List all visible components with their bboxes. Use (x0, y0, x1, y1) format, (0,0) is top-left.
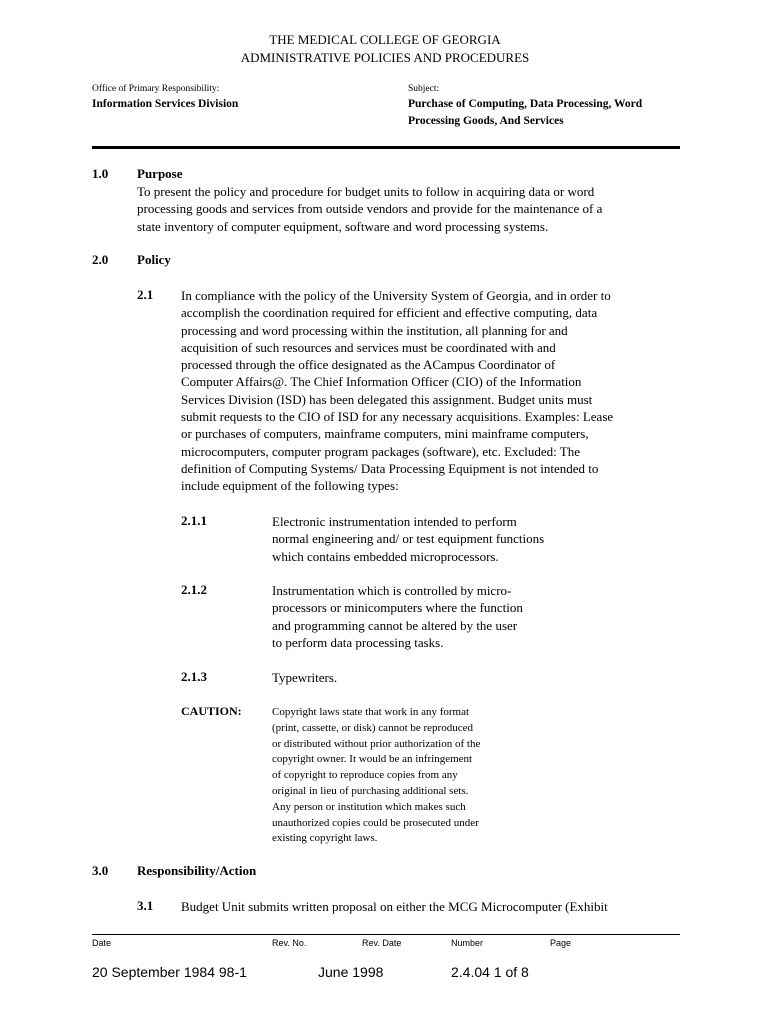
text-line: processed through the office designated as the ACampus Coordinator of (181, 357, 556, 373)
section-2-1-1-body (272, 513, 672, 565)
text-line: or purchases of computers, mainframe computers, mini mainframe computers, (181, 426, 589, 442)
document-series-title: ADMINISTRATIVE POLICIES AND PROCEDURES (240, 50, 530, 65)
section-1-number: 1.0 (92, 166, 109, 181)
section-3-1-number: 3.1 (137, 898, 154, 913)
text-line: (print, cassette, or disk) cannot be reproduced (272, 721, 473, 734)
footer-rev-no-label: Rev. No. (272, 938, 307, 948)
section-2-heading: Policy (137, 252, 171, 267)
text-line: state inventory of computer equipment, software and word processing systems. (137, 218, 549, 234)
text-line: processors or minicomputers where the function (272, 600, 523, 616)
caution-label: CAUTION: (181, 704, 242, 718)
text-line: or distributed without prior authorization of the (272, 737, 481, 750)
subject-value-line2: Processing Goods, And Services (408, 115, 564, 127)
text-line: In compliance with the policy of the University System of Georgia, and in order to (181, 288, 611, 303)
section-3-heading: Responsibility/Action (137, 863, 257, 878)
section-2-1-1-number: 2.1.1 (181, 513, 207, 528)
text-line: Services Division (ISD) has been delegated this assignment. Budget units must (181, 391, 593, 407)
subject-label: Subject: (408, 84, 440, 94)
footer-page-label: Page (550, 938, 572, 948)
office-label: Office of Primary Responsibility: (92, 84, 220, 94)
text-line: acquisition of such resources and services must be coordinated with and (181, 339, 556, 355)
footer-divider (92, 934, 680, 935)
section-2-number: 2.0 (92, 252, 109, 267)
text-line: Computer Affairs@. The Chief Information Officer (CIO) of the Information (181, 374, 582, 390)
text-line: To present the policy and procedure for budget units to follow in acquiring data or word (137, 184, 595, 199)
footer-date-value: 20 September 1984 98-1 (92, 964, 247, 980)
text-line: which contains embedded microprocessors. (272, 548, 499, 564)
footer-number-label: Number (451, 938, 484, 948)
section-2-1-3-number: 2.1.3 (181, 669, 207, 684)
section-3-number: 3.0 (92, 863, 109, 878)
text-line: include equipment of the following types: (181, 478, 399, 494)
section-3-1-body (181, 898, 701, 915)
text-line: microcomputers, computer program packages (software), etc. Excluded: The (181, 443, 580, 459)
text-line: definition of Computing Systems/ Data Processing Equipment is not intended to (181, 460, 599, 476)
text-line: processing and word processing within the institution, all planning for and (181, 322, 568, 338)
text-line: Electronic instrumentation intended to perform (272, 514, 517, 529)
text-line: Instrumentation which is controlled by micro- (272, 583, 512, 598)
footer-rev-date-value: June 1998 (318, 964, 384, 980)
text-line: Budget Unit submits written proposal on either the MCG Microcomputer (Exhibit (181, 899, 608, 914)
section-2-1-3-body (272, 669, 672, 686)
footer-number-page-value: 2.4.04 1 of 8 (451, 964, 529, 980)
text-line: processing goods and services from outside vendors and provide for the maintenance of a (137, 201, 603, 217)
section-1-heading: Purpose (137, 166, 183, 181)
text-line: and programming cannot be altered by the user (272, 617, 518, 633)
text-line: copyright owner. It would be an infringement (272, 753, 473, 766)
text-line: to perform data processing tasks. (272, 634, 444, 650)
caution-body (272, 705, 672, 847)
section-2-1-body (181, 287, 701, 495)
header-divider (92, 146, 680, 149)
text-line: submit requests to the CIO of ISD for any necessary acquisitions. Examples: Lease (181, 409, 614, 425)
section-2-1-2-number: 2.1.2 (181, 582, 207, 597)
section-2-1-number: 2.1 (137, 287, 154, 302)
text-line: of copyright to reproduce copies from any (272, 769, 458, 782)
footer-rev-date-label: Rev. Date (362, 938, 402, 948)
college-title: THE MEDICAL COLLEGE OF GEORGIA (269, 32, 501, 47)
text-line: normal engineering and/ or test equipment functions (272, 531, 545, 547)
text-line: accomplish the coordination required for efficient and effective computing, data (181, 305, 598, 321)
text-line: Typewriters. (272, 670, 338, 685)
footer-date-label: Date (92, 938, 112, 948)
office-value: Information Services Division (92, 98, 239, 110)
subject-value-line1: Purchase of Computing, Data Processing, Word (408, 98, 643, 110)
text-line: original in lieu of purchasing additional sets. (272, 784, 469, 797)
section-1-body (137, 183, 697, 235)
text-line: unauthorized copies could be prosecuted under (272, 816, 479, 829)
section-2-1-2-body (272, 582, 672, 651)
text-line: Copyright laws state that work in any format (272, 706, 470, 718)
text-line: existing copyright laws. (272, 832, 378, 845)
text-line: Any person or institution which makes such (272, 800, 466, 813)
